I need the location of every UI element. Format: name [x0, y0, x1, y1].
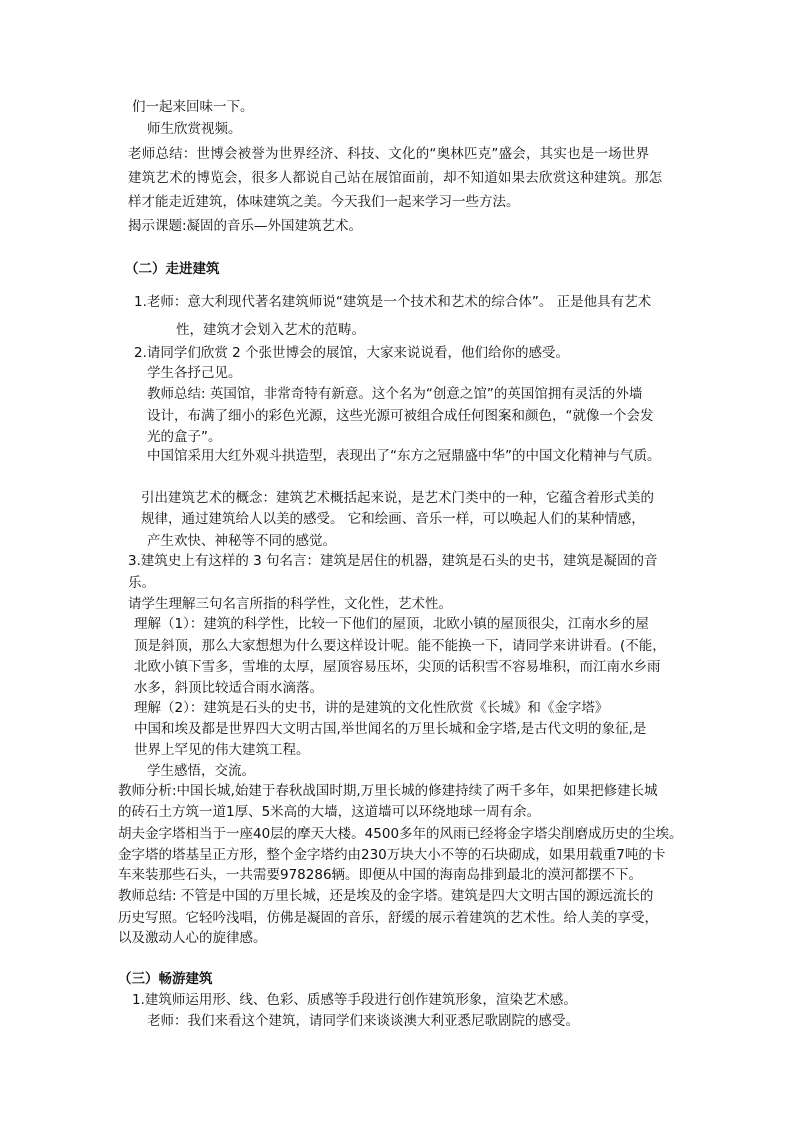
text-line: 历史写照。它轻吟浅唱，仿佛是凝固的音乐，舒缓的展示着建筑的艺术性。给人美的享受，	[118, 910, 658, 926]
text-line: 老师总结：世博会被誉为世界经济、科技、文化的“奥林匹克”盛会，其实也是一场世界	[128, 146, 650, 162]
text-line: 产生欢快、神秘等不同的感觉。	[147, 533, 336, 549]
text-line: 学生各抒己见。	[147, 365, 242, 381]
text-line: 顶是斜顶，那么大家想想为什么要这样设计呢。能不能换一下，请同学来讲讲看。(不能，	[134, 638, 666, 654]
section-heading: （二）走进建筑	[125, 261, 220, 277]
text-line: 以及激动人心的旋律感。	[118, 930, 267, 946]
text-line: 中国和埃及都是世界四大文明古国,举世闻名的万里长城和金字塔,是古代文明的象征,是	[134, 721, 647, 737]
text-line: 教师分析:中国长城,始建于春秋战国时期,万里长城的修建持续了两千多年，如果把修建长城	[118, 783, 658, 799]
text-line: 北欧小镇下雪多，雪堆的太厚，屋顶容易压坏，尖顶的话积雪不容易堆积，而江南水乡雨	[134, 659, 661, 675]
text-line: 老师：我们来看这个建筑，请同学们来谈谈澳大利亚悉尼歌剧院的感受。	[147, 1013, 579, 1029]
text-line: 胡夫金字塔相当于一座40层的摩天大楼。4500多年的风雨已经将金字塔尖削磨成历史的尘埃。	[118, 826, 683, 842]
text-line: 设计，布满了细小的彩色光源，这些光源可被组合成任何图案和颜色，“就像一个会发	[147, 408, 654, 424]
text-line: 世界上罕见的伟大建筑工程。	[134, 742, 310, 758]
text-line: 师生欣赏视频。	[147, 121, 242, 137]
text-line: 2.请同学们欣赏 2 个张世博会的展馆，大家来说说看，他们给你的感受。	[134, 345, 570, 361]
text-line: 的砖石土方筑一道1厚、5米高的大墙，这道墙可以环绕地球一周有余。	[118, 804, 541, 820]
text-line: 建筑艺术的博览会，很多人都说自己站在展馆面前，却不知道如果去欣赏这种建筑。那怎	[128, 170, 663, 186]
text-line: 水多，斜顶比较适合雨水滴落。	[134, 680, 323, 696]
text-line: 教师总结: 英国馆，非常奇特有新意。这个名为“创意之馆”的英国馆拥有灵活的外墙	[147, 386, 643, 402]
text-line: 1.建筑师运用形、线、色彩、质感等手段进行创作建筑形象，渲染艺术感。	[132, 992, 577, 1008]
text-line: 样才能走近建筑，体味建筑之美。今天我们一起来学习一些方法。	[128, 194, 520, 210]
text-line: 规律，通过建筑给人以美的感受。 它和绘画、音乐一样，可以唤起人们的某种情感，	[141, 511, 645, 527]
text-line: 揭示课题:凝固的音乐—外国建筑艺术。	[128, 218, 363, 234]
text-line: 理解（1）：建筑的科学性，比较一下他们的屋顶，北欧小镇的屋顶很尖，江南水乡的屋	[134, 616, 649, 632]
text-line: 教师总结: 不管是中国的万里长城，还是埃及的金字塔。建筑是四大文明古国的源远流长的	[118, 888, 654, 904]
text-line: 光的盒子”。	[147, 429, 222, 445]
text-line: 金字塔的塔基呈正方形，整个金字塔约由230万块大小不等的石块砌成，如果用载重7吨的卡	[118, 847, 666, 863]
text-line: 3.建筑史上有这样的 3 句名言：建筑是居住的机器，建筑是石头的史书，建筑是凝固的音	[128, 553, 658, 569]
text-line: 车来装那些石头，一共需要978286辆。即便从中国的海南岛排到最北的漠河都摆不下。	[118, 867, 643, 883]
text-line: 乐。	[128, 575, 155, 591]
text-line: 性，建筑才会划入艺术的范畴。	[176, 322, 365, 338]
text-line: 理解（2）：建筑是石头的史书，讲的是建筑的文化性欣赏《长城》和《金字塔》	[134, 700, 609, 716]
text-line: 引出建筑艺术的概念：建筑艺术概括起来说，是艺术门类中的一种，它蕴含着形式美的	[141, 490, 654, 506]
section-heading: （三）畅游建筑	[118, 971, 213, 987]
text-line: 1.老师：意大利现代著名建筑师说“建筑是一个技术和艺术的综合体”。 正是他具有艺术	[134, 294, 652, 310]
text-line: 学生感悟，交流。	[147, 763, 255, 779]
text-line: 们一起来回味一下。	[132, 99, 254, 115]
text-line: 请学生理解三句名言所指的科学性，文化性，艺术性。	[128, 596, 452, 612]
text-line: 中国馆采用大红外观斗拱造型，表现出了“东方之冠鼎盛中华”的中国文化精神与气质。	[147, 448, 661, 464]
